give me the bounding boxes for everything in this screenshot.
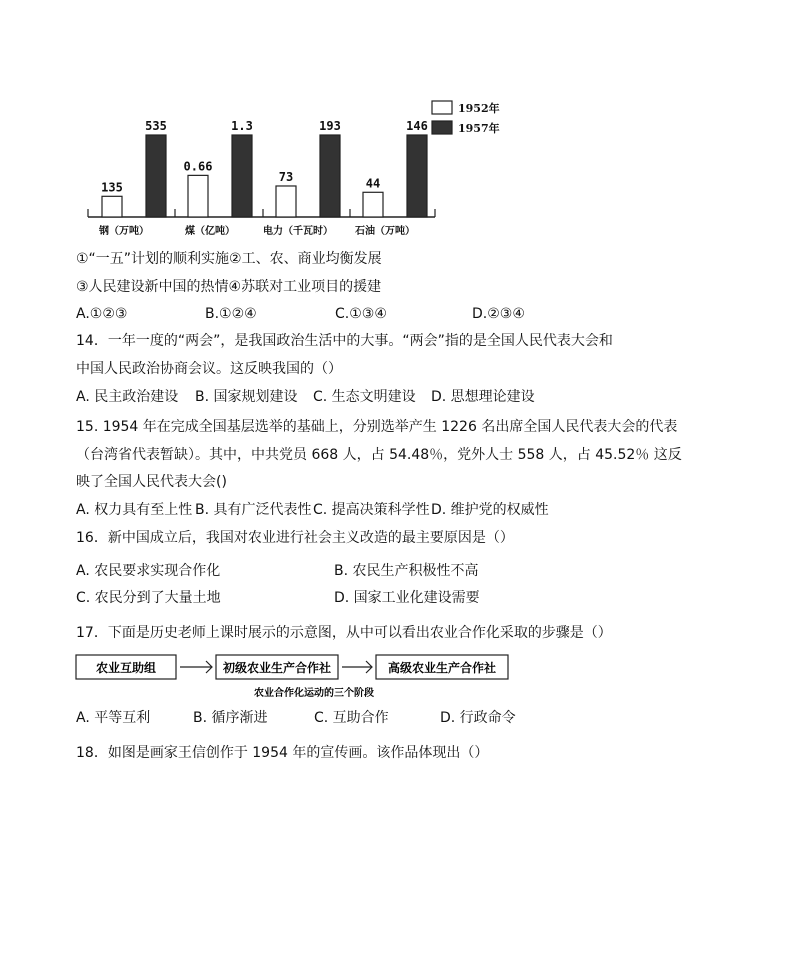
q16-line1: 16．新中国成立后，我国对农业进行社会主义改造的最主要原因是（） — [76, 530, 514, 546]
q13-option-a[interactable]: A.①②③ — [76, 306, 128, 322]
q17-option-b[interactable]: B. 循序渐进 — [193, 710, 268, 726]
arrow-right-icon — [342, 661, 372, 673]
bar-1952 — [102, 196, 122, 217]
data-label: 1.3 — [231, 119, 253, 133]
q17-line1: 17．下面是历史老师上课时展示的示意图，从中可以看出农业合作化采取的步骤是（） — [76, 625, 612, 641]
q16-option-b[interactable]: B. 农民生产积极性不高 — [334, 563, 479, 579]
data-label: 44 — [365, 176, 381, 191]
legend-swatch — [432, 121, 452, 134]
q13-line1: ①“一五”计划的顺利实施②工、农、商业均衡发展 — [76, 251, 382, 267]
production-bar-chart — [80, 95, 520, 240]
q16-option-d[interactable]: D. 国家工业化建设需要 — [334, 590, 480, 606]
flow-caption: 农业合作化运动的三个阶段 — [254, 688, 374, 699]
q14-option-a[interactable]: A. 民主政治建设 — [76, 389, 179, 405]
q14-option-c[interactable]: C. 生态文明建设 — [313, 389, 416, 405]
q13-option-c[interactable]: C.①③④ — [335, 306, 387, 322]
legend-swatch — [432, 101, 452, 114]
bar-1957 — [407, 135, 427, 217]
q13-option-b[interactable]: B.①②④ — [205, 306, 257, 322]
q18-line1: 18．如图是画家王信创作于 1954 年的宣传画。该作品体现出（） — [76, 745, 489, 761]
category-label: 电力（千瓦时） — [263, 226, 333, 237]
category-label: 钢（万吨） — [99, 226, 149, 237]
q17-option-d[interactable]: D. 行政命令 — [440, 710, 516, 726]
q15-option-b[interactable]: B. 具有广泛代表性 — [195, 502, 312, 518]
q14-option-d[interactable]: D. 思想理论建设 — [431, 389, 535, 405]
category-label: 石油（万吨） — [355, 226, 415, 237]
cooperative-flow-diagram — [74, 652, 514, 702]
flow-box-1-label: 农业互助组 — [95, 661, 157, 675]
q15-option-d[interactable]: D. 维护党的权威性 — [431, 502, 549, 518]
q17-option-a[interactable]: A. 平等互利 — [76, 710, 151, 726]
bar-1952 — [188, 175, 208, 217]
data-label: 73 — [278, 169, 294, 184]
legend-label: 1952年 — [458, 102, 500, 115]
q14-line2: 中国人民政治协商会议。这反映我国的（） — [76, 361, 342, 377]
q15-line2: （台湾省代表暂缺）。其中，中共党员 668 人，占 54.48％，党外人士 558 人，占 45.52％ 这反 — [76, 447, 682, 463]
bar-1957 — [320, 135, 340, 217]
chart-legend — [432, 101, 500, 135]
arrow-right-icon — [180, 661, 212, 673]
q13-line2: ③人民建设新中国的热情④苏联对工业项目的援建 — [76, 279, 382, 295]
data-label: 535 — [145, 119, 167, 133]
q17-option-c[interactable]: C. 互助合作 — [314, 710, 389, 726]
q16-option-a[interactable]: A. 农民要求实现合作化 — [76, 563, 221, 579]
q16-option-c[interactable]: C. 农民分到了大量土地 — [76, 590, 221, 606]
q14-line1: 14．一年一度的“两会”，是我国政治生活中的大事。“两会”指的是全国人民代表大会和 — [76, 333, 613, 349]
q13-option-d[interactable]: D.②③④ — [472, 306, 525, 322]
bar-1957 — [232, 135, 252, 217]
data-label: 193 — [319, 119, 341, 133]
chart-bars — [88, 119, 435, 237]
q15-line3: 映了全国人民代表大会() — [76, 474, 227, 490]
data-label: 0.66 — [183, 159, 213, 174]
q15-line1: 15. 1954 年在完成全国基层选举的基础上，分别选举产生 1226 名出席全国人民代表大会的代表 — [76, 419, 678, 435]
bar-1952 — [276, 186, 296, 217]
q15-option-a[interactable]: A. 权力具有至上性 — [76, 502, 193, 518]
q14-option-b[interactable]: B. 国家规划建设 — [195, 389, 298, 405]
legend-label: 1957年 — [458, 122, 500, 135]
flow-box-3-label: 高级农业生产合作社 — [387, 661, 497, 675]
category-label: 煤（亿吨） — [185, 226, 235, 237]
data-label: 135 — [101, 180, 123, 195]
q15-option-c[interactable]: C. 提高决策科学性 — [313, 502, 430, 518]
bar-1957 — [146, 135, 166, 217]
data-label: 146 — [406, 119, 428, 133]
flow-box-2-label: 初级农业生产合作社 — [222, 661, 332, 675]
bar-1952 — [363, 192, 383, 217]
